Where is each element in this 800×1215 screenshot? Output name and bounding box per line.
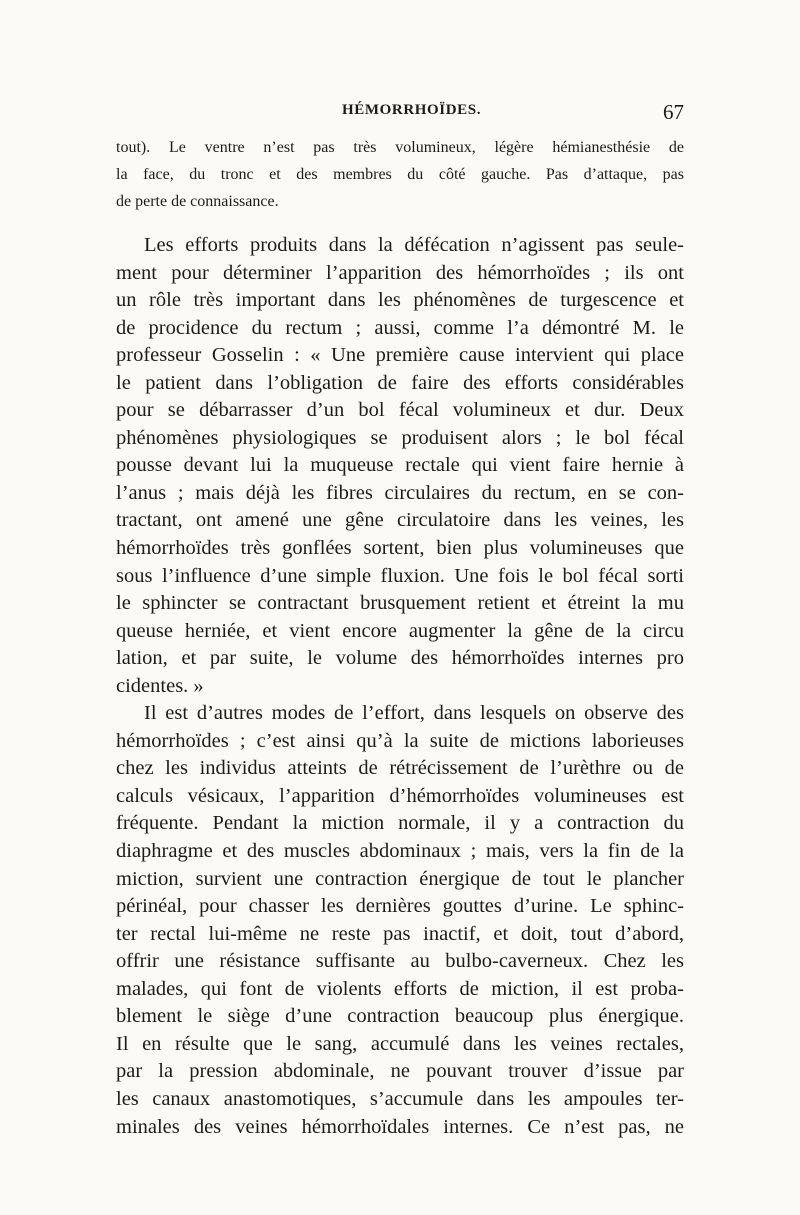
body-line: hémorrhoïdes très gonflées sortent, bien plus volumineuses que xyxy=(116,537,684,560)
body-line: Les efforts produits dans la défécation n’agissent pas seule- xyxy=(144,234,684,256)
body-line: diaphragme et des muscles abdominaux ; mais, vers la fin de la xyxy=(116,840,684,863)
body-line: chez les individus atteints de rétrécissement de l’urèthre ou de xyxy=(116,757,684,780)
case-note-line: la face, du tronc et des membres du côté gauche. Pas d’attaque, pas xyxy=(116,166,684,183)
body-line: professeur Gosselin : « Une première cause intervient qui place xyxy=(116,344,684,367)
body-line: calculs vésicaux, l’apparition d’hémorrhoïdes volumineuses est xyxy=(116,784,684,807)
body-line: cidentes. » xyxy=(116,674,204,697)
body-line: offrir une résistance suffisante au bulbo-caverneux. Chez les xyxy=(116,950,684,973)
body-line: Il est d’autres modes de l’effort, dans lesquels on observe des xyxy=(144,702,684,725)
body-line: Il en résulte que le sang, accumulé dans les veines rectales, xyxy=(116,1032,684,1055)
body-line: de procidence du rectum ; aussi, comme l’a démontré M. le xyxy=(116,316,684,339)
body-line: le patient dans l’obligation de faire des efforts considérables xyxy=(116,371,684,394)
chapter-title: HÉMORRHOÏDES. xyxy=(342,102,482,118)
body-line: queuse herniée, et vient encore augmenter la gêne de la circu xyxy=(116,619,684,642)
page-number: 67 xyxy=(663,100,684,124)
body-line: phénomènes physiologiques se produisent alors ; le bol fécal xyxy=(116,426,684,449)
body-line: blement le siège d’une contraction beaucoup plus énergique. xyxy=(116,1005,684,1028)
body-line: ter rectal lui-même ne reste pas inactif, et doit, tout d’abord, xyxy=(116,922,684,945)
body-line: ment pour déterminer l’apparition des hémorrhoïdes ; ils ont xyxy=(116,261,684,284)
body-line: pour se débarrasser d’un bol fécal volumineux et dur. Deux xyxy=(116,399,684,422)
body-line: un rôle très important dans les phénomènes de turgescence et xyxy=(116,289,684,312)
body-text xyxy=(116,232,684,1141)
body-line: hémorrhoïdes ; c’est ainsi qu’à la suite de mictions laborieuses xyxy=(116,729,684,752)
body-line: les canaux anastomotiques, s’accumule dans les ampoules ter- xyxy=(116,1087,684,1110)
body-line: malades, qui font de violents efforts de miction, il est proba- xyxy=(116,977,684,1000)
body-line: par la pression abdominale, ne pouvant trouver d’issue par xyxy=(116,1060,684,1083)
case-note-line: tout). Le ventre n’est pas très volumineux, légère hémianesthésie de xyxy=(116,139,684,156)
body-line: périnéal, pour chasser les dernières gouttes d’urine. Le sphinc- xyxy=(116,895,684,918)
body-line: tractant, ont amené une gêne circulatoire dans les veines, les xyxy=(116,509,684,532)
case-note-line: de perte de connaissance. xyxy=(116,193,279,210)
body-line: minales des veines hémorrhoïdales internes. Ce n’est pas, ne xyxy=(116,1115,684,1138)
body-line: miction, survient une contraction énergique de tout le plancher xyxy=(116,867,684,890)
case-note-block xyxy=(116,134,684,215)
body-line: le sphincter se contractant brusquement retient et étreint la mu xyxy=(116,592,684,615)
running-header xyxy=(116,100,684,128)
body-line: pousse devant lui la muqueuse rectale qui vient faire hernie à xyxy=(116,454,684,477)
body-line: l’anus ; mais déjà les fibres circulaires du rectum, en se con- xyxy=(116,481,684,504)
body-line: fréquente. Pendant la miction normale, il y a contraction du xyxy=(116,812,684,835)
body-line: lation, et par suite, le volume des hémorrhoïdes internes pro xyxy=(116,647,684,670)
body-line: sous l’influence d’une simple fluxion. Une fois le bol fécal sorti xyxy=(116,564,684,587)
